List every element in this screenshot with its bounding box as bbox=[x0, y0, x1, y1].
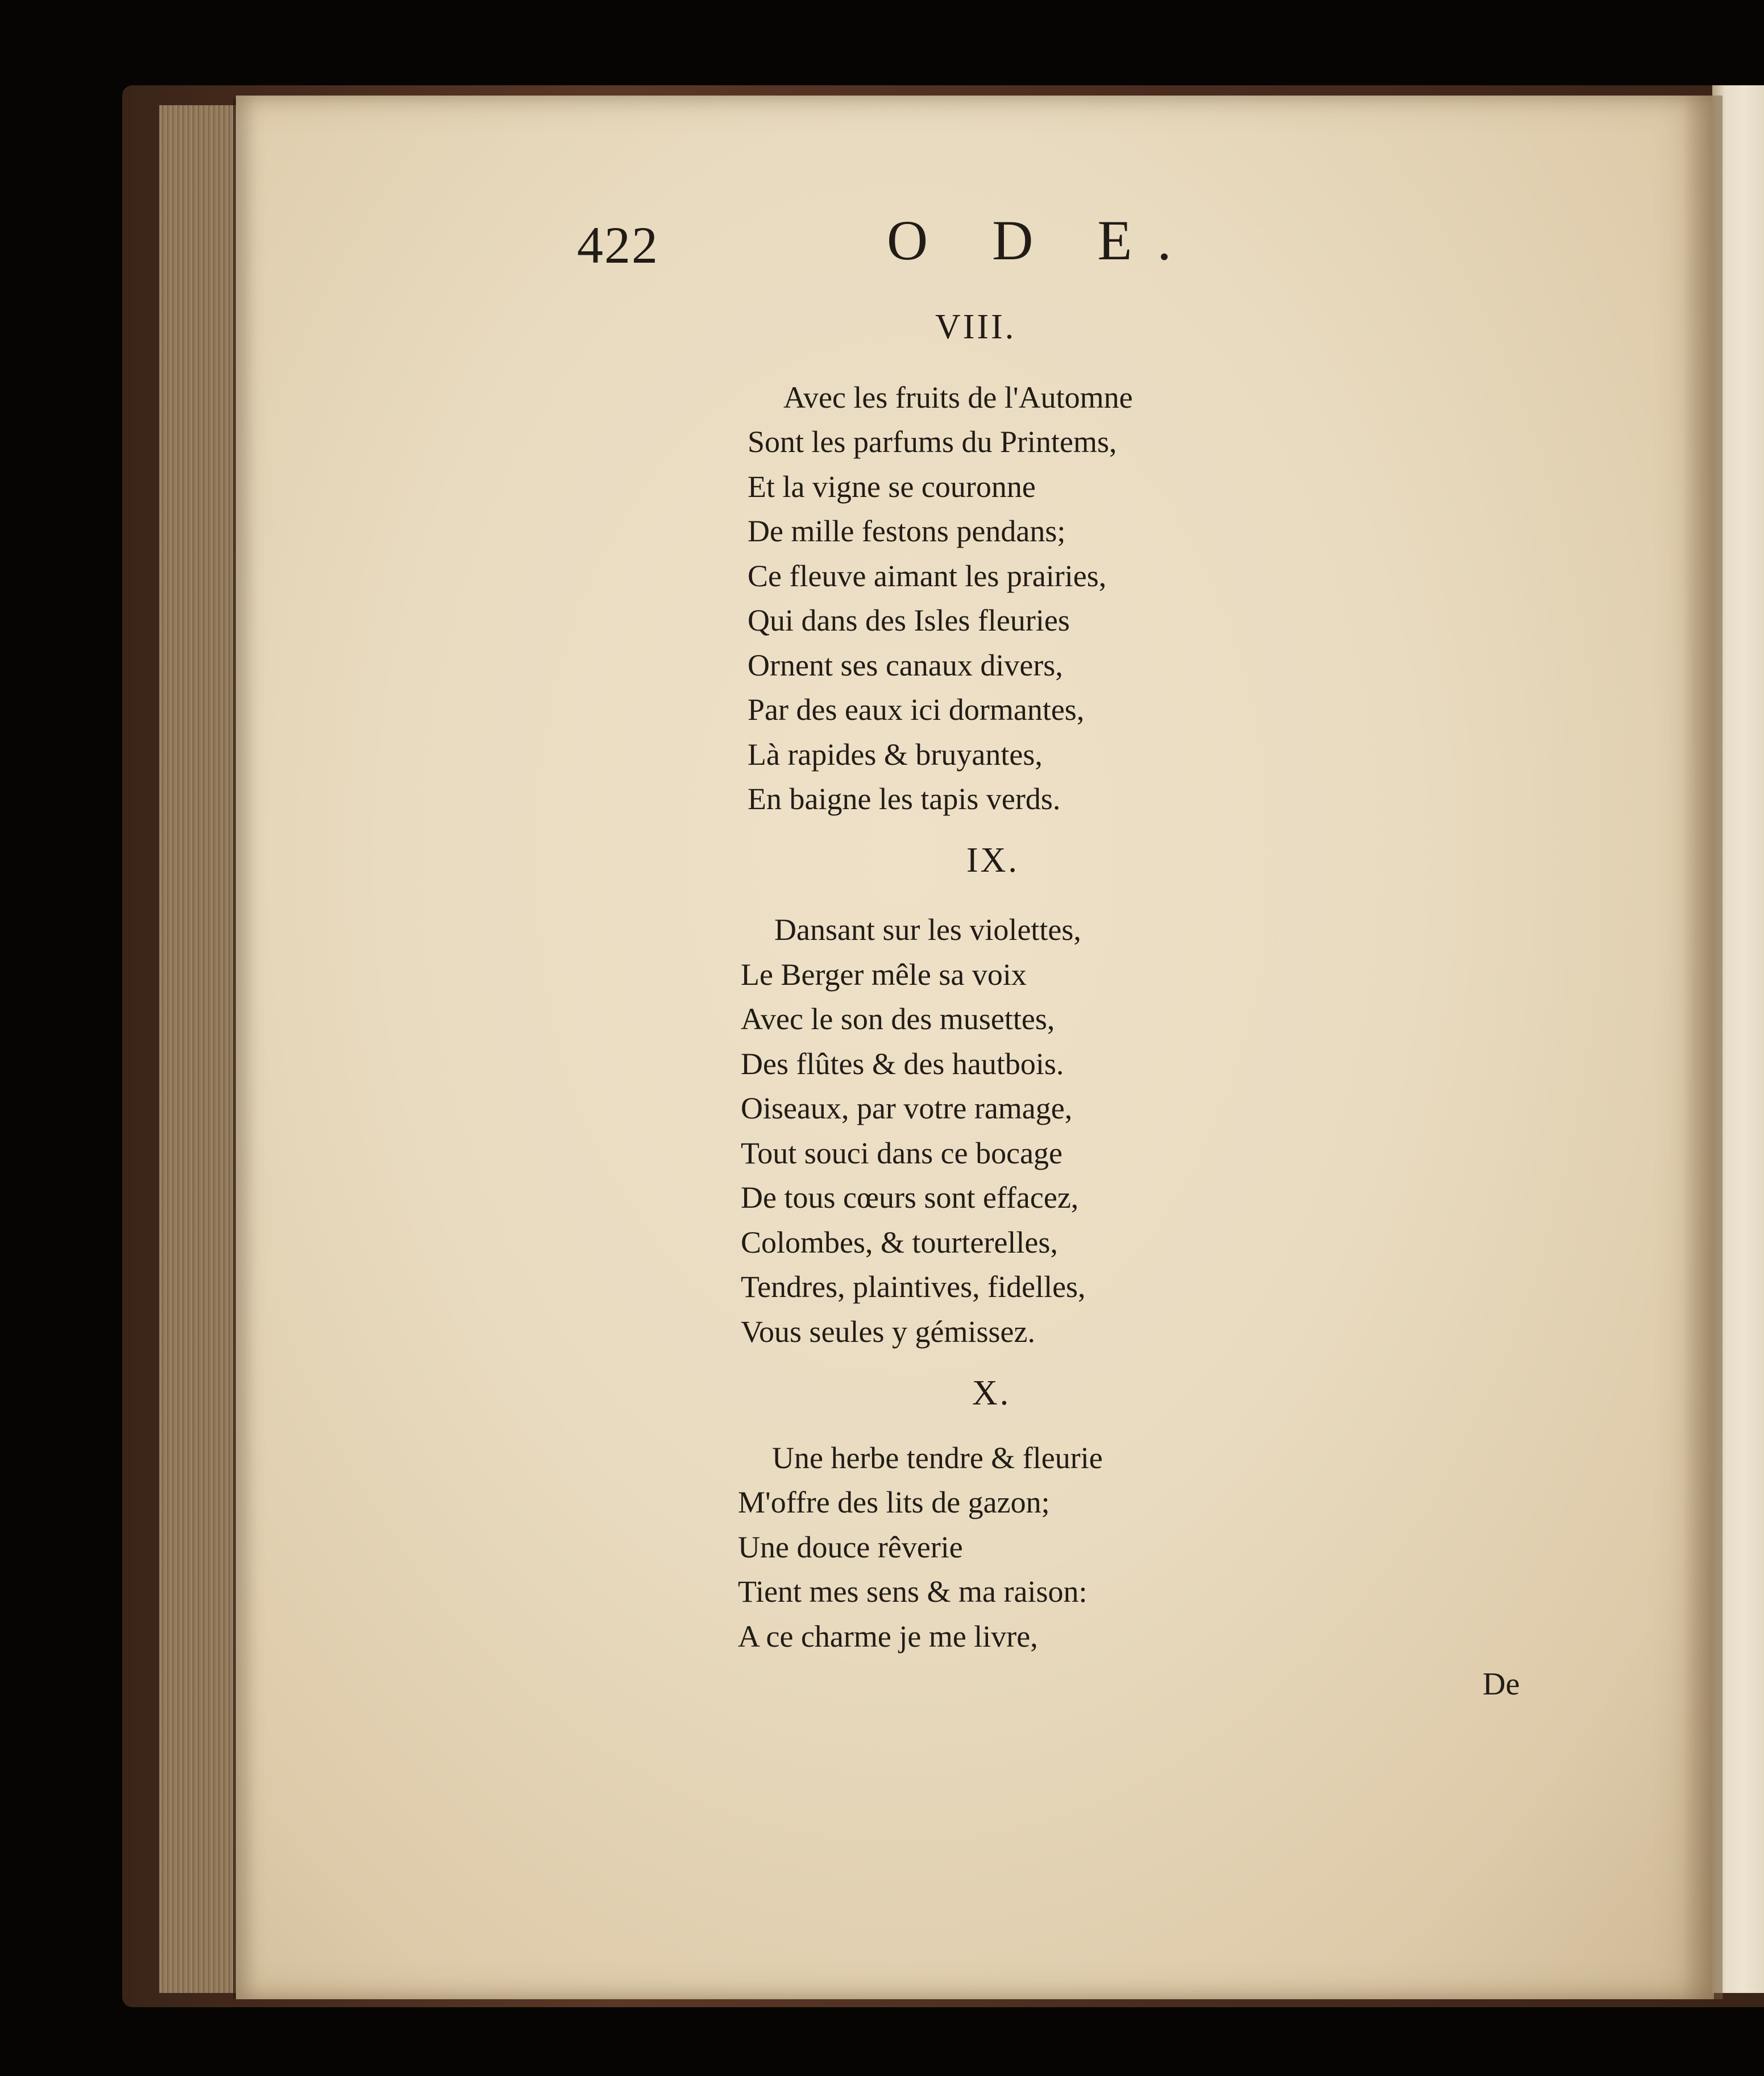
verse-line: Tendres, plaintives, fidelles, bbox=[741, 1270, 1086, 1304]
verse-line: Qui dans des Isles fleuries bbox=[748, 603, 1070, 637]
verse-line: Avec le son des musettes, bbox=[741, 1002, 1055, 1036]
page-gutter-shadow bbox=[1683, 96, 1723, 1999]
verse-line: Tient mes sens & ma raison: bbox=[738, 1574, 1088, 1609]
stanza-numeral-ix: IX. bbox=[966, 841, 1019, 880]
verse-line: Ce fleuve aimant les prairies, bbox=[748, 559, 1107, 593]
verse-line: Tout souci dans ce bocage bbox=[741, 1136, 1063, 1170]
verse-line: De tous cœurs sont effacez, bbox=[741, 1180, 1079, 1215]
verse-line: Là rapides & bruyantes, bbox=[748, 737, 1043, 772]
verse-line: Vous seules y gémissez. bbox=[741, 1315, 1035, 1349]
verse-line: En baigne les tapis verds. bbox=[748, 782, 1061, 816]
verse-line: Oiseaux, par votre ramage, bbox=[741, 1091, 1073, 1125]
stanza-numeral-viii: VIII. bbox=[935, 308, 1016, 346]
verse-line: Une herbe tendre & fleurie bbox=[772, 1441, 1103, 1475]
page-edges bbox=[159, 105, 239, 1993]
running-head: O D E. bbox=[887, 209, 1197, 272]
page-number: 422 bbox=[577, 216, 659, 274]
stanza-numeral-x: X. bbox=[972, 1374, 1011, 1412]
verse-line: Avec les fruits de l'Automne bbox=[783, 380, 1133, 415]
catchword: De bbox=[1483, 1667, 1520, 1702]
verse-line: Par des eaux ici dormantes, bbox=[748, 693, 1085, 727]
verse-line: Des flûtes & des hautbois. bbox=[741, 1047, 1064, 1081]
verse-line: De mille festons pendans; bbox=[748, 514, 1066, 548]
verse-line: Colombes, & tourterelles, bbox=[741, 1225, 1058, 1259]
verse-line: A ce charme je me livre, bbox=[738, 1619, 1038, 1654]
verse-line: Le Berger mêle sa voix bbox=[741, 958, 1027, 992]
verse-line: Ornent ses canaux divers, bbox=[748, 648, 1063, 682]
verse-line: Dansant sur les violettes, bbox=[774, 913, 1081, 947]
verse-line: Une douce rêverie bbox=[738, 1530, 963, 1564]
verse-line: M'offre des lits de gazon; bbox=[738, 1485, 1050, 1519]
verse-line: Sont les parfums du Printems, bbox=[748, 425, 1117, 459]
verse-line: Et la vigne se couronne bbox=[748, 470, 1036, 504]
